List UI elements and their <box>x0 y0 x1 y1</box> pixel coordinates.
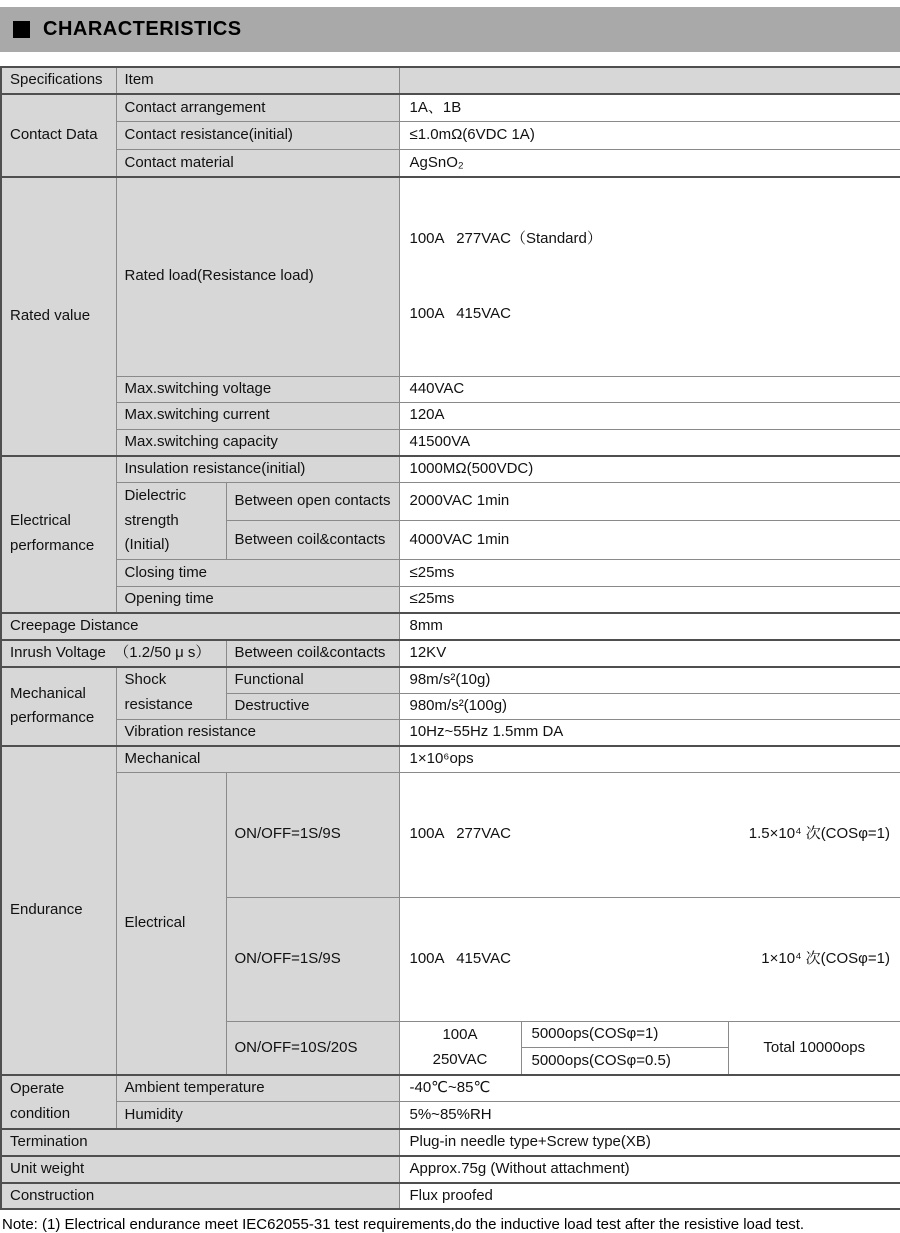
item-closing-time: Closing time <box>116 560 399 587</box>
endurance-415vac-cycles: 1×10⁴ 次(COSφ=1) <box>761 950 891 967</box>
value-contact-material: AgSnO₂ <box>399 150 900 177</box>
rated-load-line1: 100A 277VAC（Standard） <box>409 230 602 248</box>
item-onoff-1s9s-a: ON/OFF=1S/9S <box>226 772 399 897</box>
item-between-coil-contacts: Between coil&contacts <box>226 521 399 560</box>
value-rated-load <box>399 177 900 377</box>
item-max-switching-voltage: Max.switching voltage <box>116 376 399 402</box>
value-opening-time: ≤25ms <box>399 587 900 613</box>
item-max-switching-capacity: Max.switching capacity <box>116 429 399 455</box>
characteristics-table <box>0 66 900 1210</box>
value-endurance-mechanical: 1×10⁶ops <box>399 746 900 772</box>
item-unit-weight: Unit weight <box>1 1156 399 1183</box>
spec-operate-condition: Operate condition <box>1 1075 116 1129</box>
endurance-277vac-load: 100A 277VAC <box>409 825 511 843</box>
value-construction: Flux proofed <box>399 1183 900 1210</box>
header-specifications: Specifications <box>1 67 116 94</box>
value-contact-arrangement: 1A、1B <box>399 94 900 122</box>
value-ambient-temperature: -40℃~85℃ <box>399 1075 900 1102</box>
spec-rated-value: Rated value <box>1 177 116 456</box>
item-onoff-1s9s-b: ON/OFF=1S/9S <box>226 897 399 1022</box>
item-shock-resistance: Shock resistance <box>116 667 226 719</box>
item-termination: Termination <box>1 1129 399 1156</box>
value-between-coil-contacts: 4000VAC 1min <box>399 521 900 560</box>
value-endurance-415vac <box>399 897 900 1022</box>
item-between-open-contacts: Between open contacts <box>226 483 399 521</box>
value-inrush-voltage: 12KV <box>399 640 900 667</box>
item-dielectric-strength: Dielectric strength (Initial) <box>116 483 226 560</box>
header-item: Item <box>116 67 399 94</box>
item-contact-arrangement: Contact arrangement <box>116 94 399 122</box>
item-max-switching-current: Max.switching current <box>116 402 399 429</box>
value-endurance-250vac-load: 100A 250VAC <box>399 1022 521 1075</box>
endurance-415vac-load: 100A 415VAC <box>409 950 511 967</box>
page-title: CHARACTERISTICS <box>43 18 242 40</box>
value-max-switching-capacity: 41500VA <box>399 429 900 455</box>
value-shock-functional: 98m/s²(10g) <box>399 667 900 693</box>
value-endurance-total-ops: Total 10000ops <box>728 1022 900 1075</box>
spec-mechanical-performance: Mechanical performance <box>1 667 116 746</box>
value-closing-time: ≤25ms <box>399 560 900 587</box>
item-creepage-distance: Creepage Distance <box>1 613 399 640</box>
spec-electrical-performance: Electrical performance <box>1 456 116 613</box>
item-onoff-10s20s: ON/OFF=10S/20S <box>226 1022 399 1075</box>
footnote: Note: (1) Electrical endurance meet IEC62055-31 test requirements,do the inductive load test after the resistive load test. <box>2 1216 805 1233</box>
value-endurance-5000ops-cos1: 5000ops(COSφ=1) <box>521 1022 728 1048</box>
section-title-band <box>0 7 900 52</box>
value-between-open-contacts: 2000VAC 1min <box>399 483 900 521</box>
value-endurance-5000ops-cos05: 5000ops(COSφ=0.5) <box>521 1048 728 1075</box>
item-shock-destructive: Destructive <box>226 693 399 719</box>
value-insulation-resistance: 1000MΩ(500VDC) <box>399 456 900 483</box>
value-shock-destructive: 980m/s²(100g) <box>399 693 900 719</box>
value-termination: Plug-in needle type+Screw type(XB) <box>399 1129 900 1156</box>
rated-load-line2: 100A 415VAC <box>409 304 511 322</box>
item-inrush-between-coil-contacts: Between coil&contacts <box>226 640 399 667</box>
item-contact-material: Contact material <box>116 150 399 177</box>
header-value <box>399 67 900 94</box>
endurance-277vac-cycles: 1.5×10⁴ 次(COSφ=1) <box>748 825 891 843</box>
value-max-switching-voltage: 440VAC <box>399 376 900 402</box>
spec-contact-data: Contact Data <box>1 94 116 177</box>
item-shock-functional: Functional <box>226 667 399 693</box>
item-humidity: Humidity <box>116 1102 399 1129</box>
item-contact-resistance: Contact resistance(initial) <box>116 122 399 150</box>
item-endurance-mechanical: Mechanical <box>116 746 399 772</box>
item-rated-load: Rated load(Resistance load) <box>116 177 399 377</box>
value-humidity: 5%~85%RH <box>399 1102 900 1129</box>
item-construction: Construction <box>1 1183 399 1210</box>
item-endurance-electrical: Electrical <box>116 772 226 1075</box>
black-square-icon <box>13 21 30 38</box>
value-unit-weight: Approx.75g (Without attachment) <box>399 1156 900 1183</box>
item-ambient-temperature: Ambient temperature <box>116 1075 399 1102</box>
item-vibration-resistance: Vibration resistance <box>116 719 399 746</box>
value-contact-resistance: ≤1.0mΩ(6VDC 1A) <box>399 122 900 150</box>
value-vibration-resistance: 10Hz~55Hz 1.5mm DA <box>399 719 900 746</box>
item-opening-time: Opening time <box>116 587 399 613</box>
spec-endurance: Endurance <box>1 746 116 1075</box>
item-inrush-voltage: Inrush Voltage （1.2/50 μ s） <box>1 640 226 667</box>
item-insulation-resistance: Insulation resistance(initial) <box>116 456 399 483</box>
value-max-switching-current: 120A <box>399 402 900 429</box>
value-creepage-distance: 8mm <box>399 613 900 640</box>
value-endurance-277vac <box>399 772 900 897</box>
